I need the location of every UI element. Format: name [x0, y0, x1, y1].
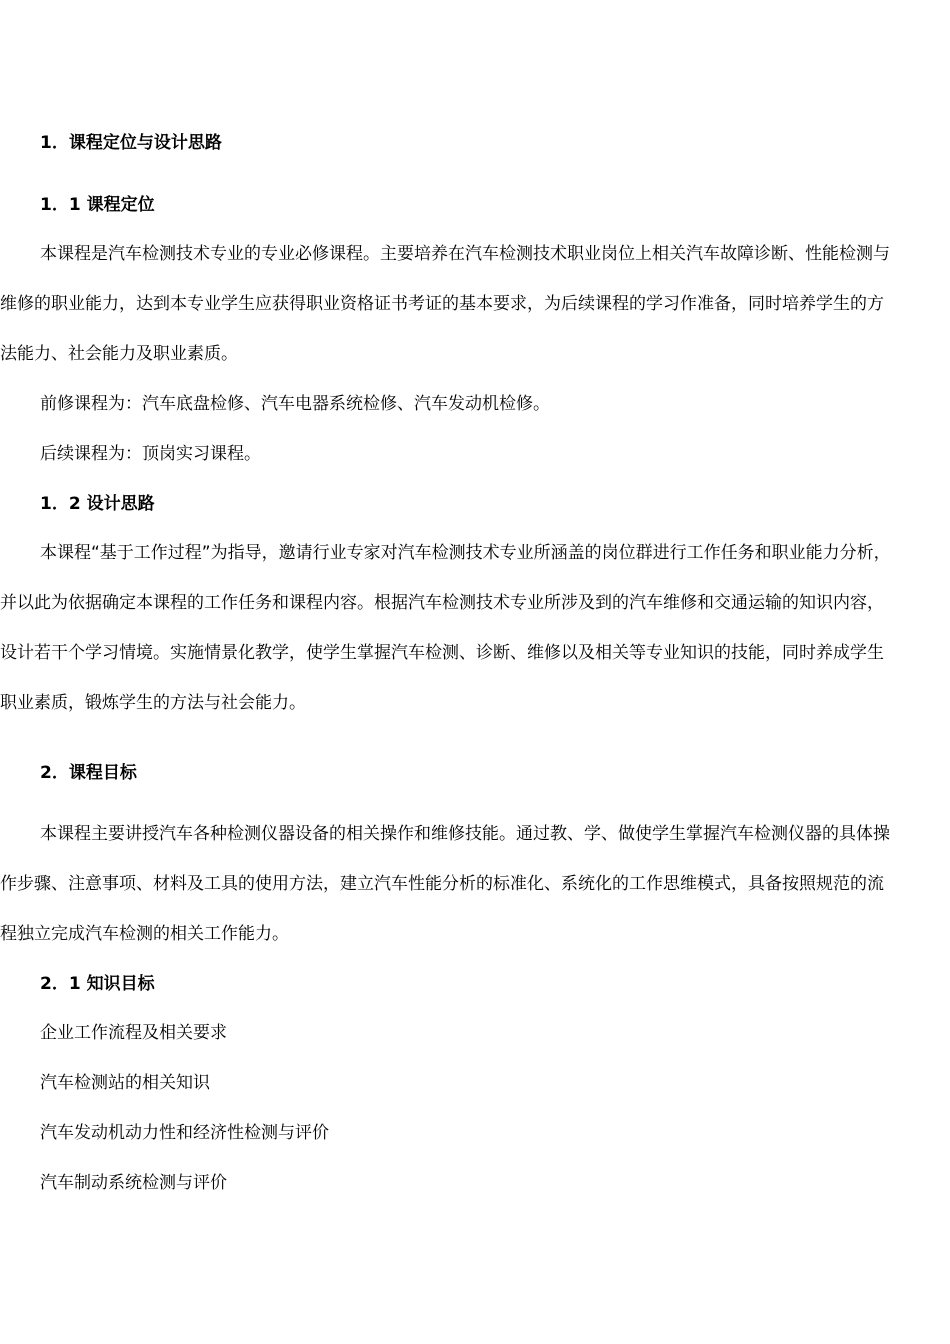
knowledge-item: 企业工作流程及相关要求: [40, 1023, 227, 1043]
paragraph-2-line-4: 职业素质，锻炼学生的方法与社会能力。: [0, 693, 306, 713]
section-2-heading: 2．课程目标: [40, 763, 137, 783]
section-1-2-heading: 1．2 设计思路: [40, 494, 155, 514]
followup-courses: 后续课程为：顶岗实习课程。: [40, 444, 261, 464]
section-1-1-heading: 1．1 课程定位: [40, 195, 155, 215]
paragraph-2-line-3: 设计若干个学习情境。实施情景化教学，使学生掌握汽车检测、诊断、维修以及相关等专业知识的技能，同时养成学生: [0, 643, 884, 663]
paragraph-1-line-2: 维修的职业能力，达到本专业学生应获得职业资格证书考证的基本要求，为后续课程的学习作准备，同时培养学生的方: [0, 294, 884, 314]
section-1-heading: 1．课程定位与设计思路: [40, 133, 222, 153]
paragraph-3-line-3: 程独立完成汽车检测的相关工作能力。: [0, 924, 289, 944]
knowledge-item: 汽车检测站的相关知识: [40, 1073, 210, 1093]
paragraph-1-line-3: 法能力、社会能力及职业素质。: [0, 344, 238, 364]
paragraph-2-line-1: 本课程“基于工作过程”为指导，邀请行业专家对汽车检测技术专业所涵盖的岗位群进行工作任务和职业能力分析，: [40, 543, 891, 563]
paragraph-3-line-2: 作步骤、注意事项、材料及工具的使用方法，建立汽车性能分析的标准化、系统化的工作思维模式，具备按照规范的流: [0, 874, 884, 894]
paragraph-1-line-1: 本课程是汽车检测技术专业的专业必修课程。主要培养在汽车检测技术职业岗位上相关汽车故障诊断、性能检测与: [40, 244, 890, 264]
paragraph-2-line-2: 并以此为依据确定本课程的工作任务和课程内容。根据汽车检测技术专业所涉及到的汽车维修和交通运输的知识内容，: [0, 593, 884, 613]
paragraph-3-line-1: 本课程主要讲授汽车各种检测仪器设备的相关操作和维修技能。通过教、学、做使学生掌握汽车检测仪器的具体操: [40, 824, 890, 844]
section-2-1-heading: 2．1 知识目标: [40, 974, 155, 994]
knowledge-item: 汽车发动机动力性和经济性检测与评价: [40, 1123, 329, 1143]
knowledge-item: 汽车制动系统检测与评价: [40, 1173, 227, 1193]
prerequisite-courses: 前修课程为：汽车底盘检修、汽车电器系统检修、汽车发动机检修。: [40, 394, 550, 414]
